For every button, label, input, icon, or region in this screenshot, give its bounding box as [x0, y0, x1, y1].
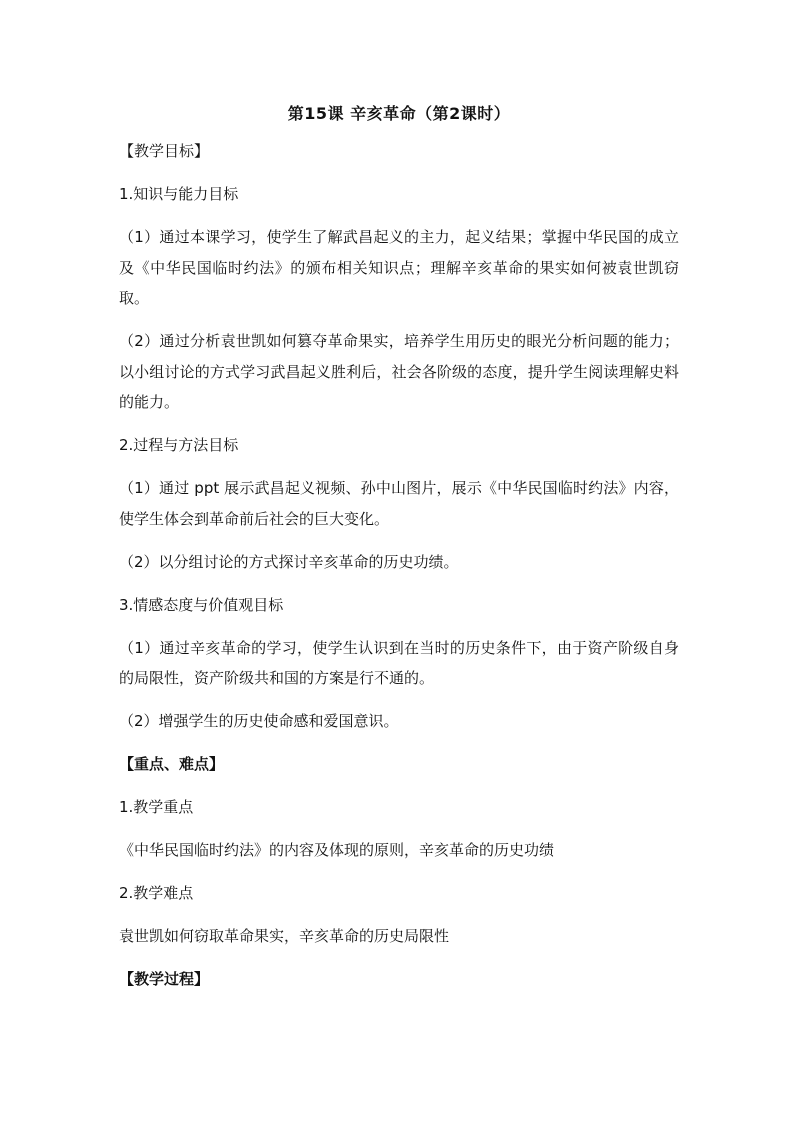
emotion-paragraph-2: （2）增强学生的历史使命感和爱国意识。 — [119, 712, 399, 730]
process-method-heading: 2.过程与方法目标 — [119, 436, 239, 454]
knowledge-heading: 1.知识与能力目标 — [119, 185, 239, 203]
difficulty-text: 袁世凯如何窃取革命果实，辛亥革命的历史局限性 — [119, 927, 450, 945]
process-paragraph-1: （1）通过 ppt 展示武昌起义视频、孙中山图片，展示《中华民国临时约法》内容，使学生体会到革命前后社会的巨大变化。 — [119, 479, 679, 528]
emotion-paragraph-1: （1）通过辛亥革命的学习，使学生认识到在当时的历史条件下，由于资产阶级自身的局限性，资产阶级共和国的方案是行不通的。 — [119, 638, 679, 687]
key-point-text: 《中华民国临时约法》的内容及体现的原则，辛亥革命的历史功绩 — [119, 841, 555, 859]
process-paragraph-2: （2）以分组讨论的方式探讨辛亥革命的历史功绩。 — [119, 552, 459, 571]
emotion-heading: 3.情感态度与价值观目标 — [119, 595, 284, 614]
key-point-heading: 1.教学重点 — [119, 798, 194, 816]
teaching-process-heading: 【教学过程】 — [119, 970, 210, 988]
document-content — [119, 100, 679, 1007]
knowledge-paragraph-2: （2）通过分析袁世凯如何篡夺革命果实，培养学生用历史的眼光分析问题的能力；以小组讨论的方式学习武昌起义胜利后，社会各阶级的态度，提升学生阅读理解史料的能力。 — [119, 332, 679, 411]
lesson-title: 第15课 辛亥革命（第2课时） — [287, 104, 511, 123]
objectives-heading: 【教学目标】 — [119, 142, 210, 160]
key-difficulty-heading: 【重点、难点】 — [119, 755, 225, 773]
difficulty-heading: 2.教学难点 — [119, 884, 194, 902]
knowledge-paragraph-1: （1）通过本课学习，使学生了解武昌起义的主力，起义结果；掌握中华民国的成立及《中华民国临时约法》的颁布相关知识点；理解辛亥革命的果实如何被袁世凯窃取。 — [119, 228, 679, 307]
